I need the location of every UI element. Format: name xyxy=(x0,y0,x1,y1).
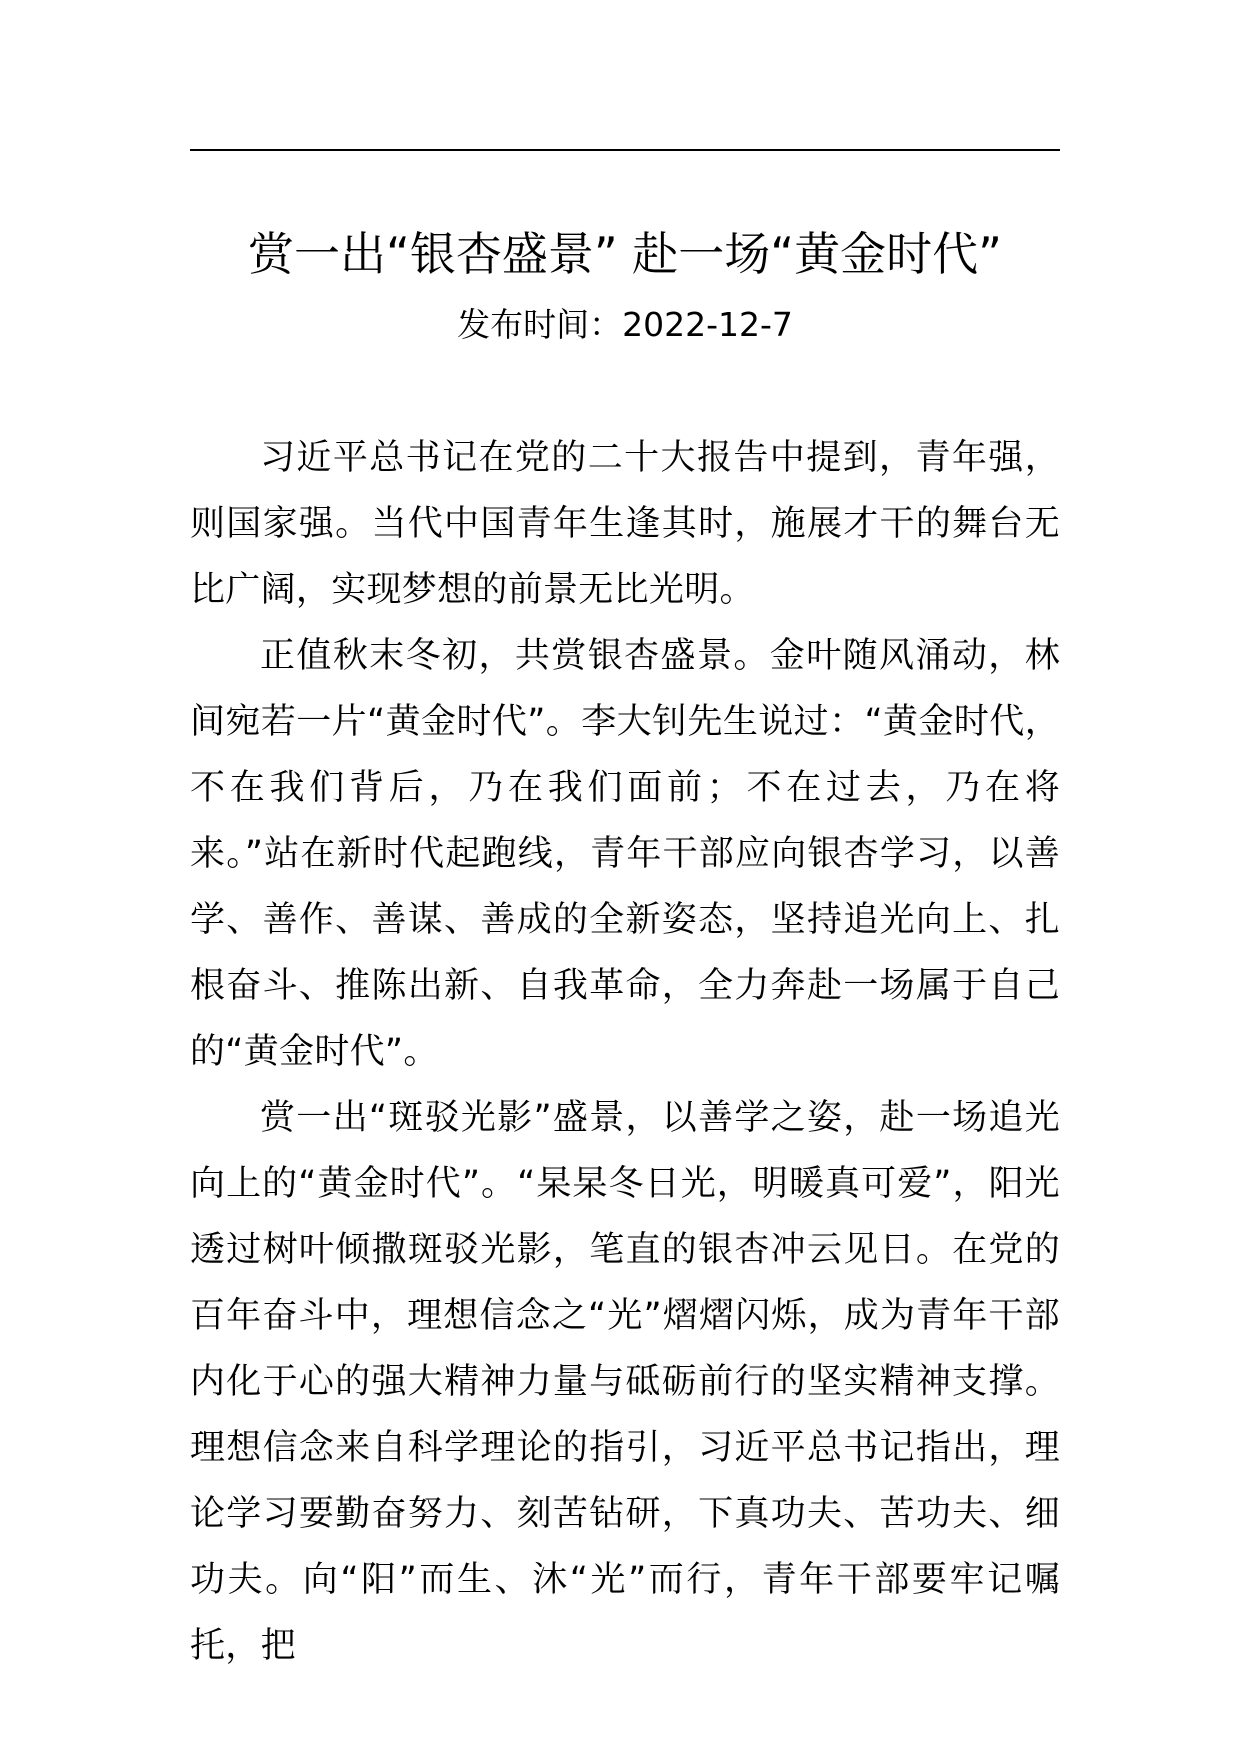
publish-date: 发布时间：2022-12-7 xyxy=(457,305,793,344)
paragraph-2: 正值秋末冬初，共赏银杏盛景。金叶随风涌动，林间宛若一片“黄金时代”。李大钊先生说过：“黄金时代，不在我们背后，乃在我们面前；不在过去，乃在将来。”站在新时代起跑线，青年干部应向银杏学习，以善学、善作、善谋、善成的全新姿态，坚持追光向上、扎根奋斗、推陈出新、自我革命，全力奔赴一场属于自己的“黄金时代”。 xyxy=(190,636,1060,1072)
article-body xyxy=(190,425,1060,1679)
header-rule xyxy=(190,149,1060,151)
paragraph-1: 习近平总书记在党的二十大报告中提到，青年强，则国家强。当代中国青年生逢其时，施展才干的舞台无比广阔，实现梦想的前景无比光明。 xyxy=(190,438,1060,610)
paragraph-3: 赏一出“斑驳光影”盛景，以善学之姿，赴一场追光向上的“黄金时代”。“杲杲冬日光，明暖真可爱”，阳光透过树叶倾撒斑驳光影，笔直的银杏冲云见日。在党的百年奋斗中，理想信念之“光”熠熠闪烁，成为青年干部内化于心的强大精神力量与砥砺前行的坚实精神支撑。理想信念来自科学理论的指引，习近平总书记指出，理论学习要勤奋努力、刻苦钻研，下真功夫、苦功夫、细功夫。向“阳”而生、沐“光”而行，青年干部要牢记嘱托，把 xyxy=(190,1098,1060,1666)
article-title: 赏一出“银杏盛景” 赴一场“黄金时代” xyxy=(248,227,1002,281)
